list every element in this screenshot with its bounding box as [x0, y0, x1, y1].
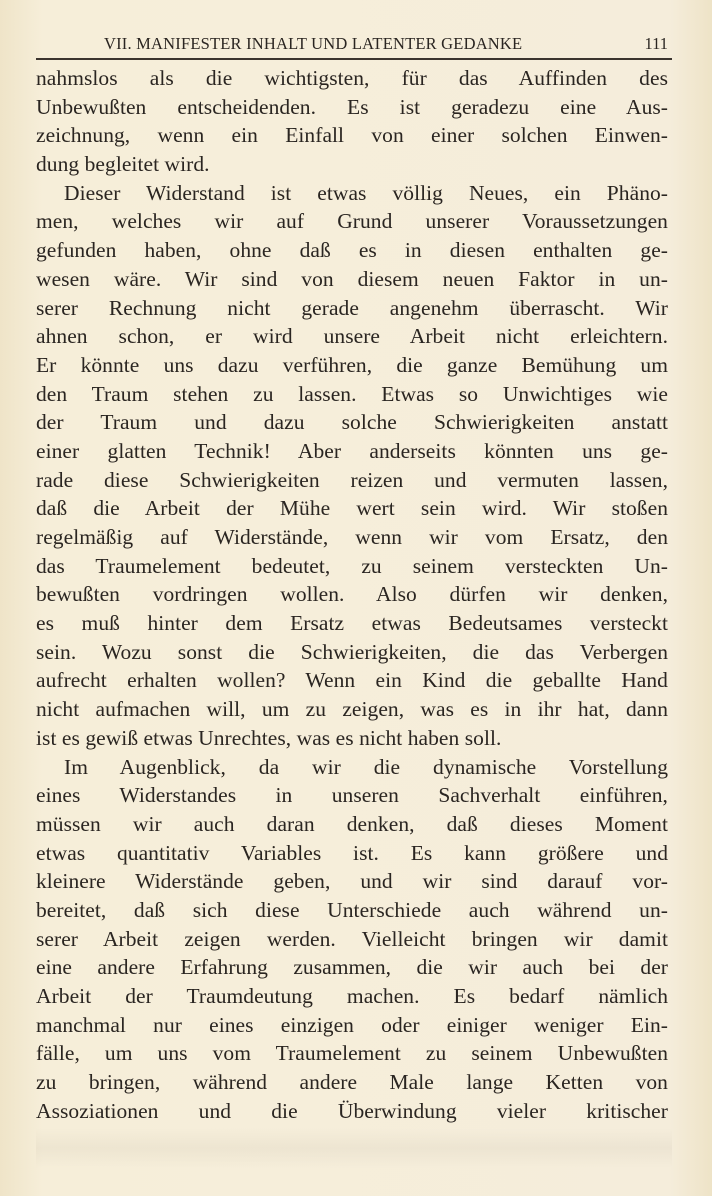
text-line: ahnen schon, er wird unsere Arbeit nicht erleichtern. — [36, 324, 668, 349]
text-line: es muß hinter dem Ersatz etwas Bedeutsames versteckt — [36, 611, 668, 636]
text-line: wesen wäre. Wir sind von diesem neuen Faktor in un- — [36, 266, 668, 291]
text-line: regelmäßig auf Widerstände, wenn wir vom Ersatz, den — [36, 525, 668, 549]
text-line: serer Arbeit zeigen werden. Vielleicht bringen wir damit — [36, 926, 668, 951]
text-line: bewußten vordringen wollen. Also dürfen wir denken, — [36, 582, 668, 607]
text-line: rade diese Schwierigkeiten reizen und vermuten lassen, — [36, 467, 668, 492]
text-line: Im Augenblick, da wir die dynamische Vorstellung — [64, 754, 668, 779]
text-line: kleinere Widerstände geben, und wir sind darauf vor- — [36, 869, 668, 894]
text-line: daß die Arbeit der Mühe wert sein wird. Wir stoßen — [36, 496, 668, 521]
text-line: einer glatten Technik! Aber anderseits könnten uns ge- — [36, 438, 668, 463]
running-header — [36, 34, 672, 60]
text-line: Arbeit der Traumdeutung machen. Es bedarf nämlich — [36, 984, 668, 1008]
text-line: fälle, um uns vom Traumelement zu seinem Unbewußten — [36, 1041, 668, 1066]
page-number: 111 — [644, 34, 668, 53]
text-line: aufrecht erhalten wollen? Wenn ein Kind die geballte Hand — [36, 668, 668, 693]
text-line: gefunden haben, ohne daß es in diesen enthalten ge- — [36, 238, 668, 263]
text-line: eine andere Erfahrung zusammen, die wir auch bei der — [36, 955, 668, 980]
text-line: nicht aufmachen will, um zu zeigen, was es in ihr hat, dann — [36, 697, 668, 722]
text-line: bereitet, daß sich diese Unterschiede auch während un- — [36, 897, 668, 922]
text-line: ist es gewiß etwas Unrechtes, was es nicht haben soll. — [36, 725, 502, 750]
body-text — [36, 64, 668, 1125]
text-line: dung begleitet wird. — [36, 152, 210, 177]
text-line: Unbewußten entscheidenden. Es ist geradezu eine Aus- — [36, 94, 668, 119]
text-line: müssen wir auch daran denken, daß dieses Moment — [36, 811, 668, 836]
text-line: serer Rechnung nicht gerade angenehm überrascht. Wir — [36, 295, 668, 320]
text-line: das Traumelement bedeutet, zu seinem versteckten Un- — [36, 553, 668, 578]
text-line: men, welches wir auf Grund unserer Voraussetzungen — [36, 209, 668, 234]
text-line: der Traum und dazu solche Schwierigkeiten anstatt — [36, 410, 668, 435]
bleed-through-shadow — [36, 1128, 672, 1168]
text-line: sein. Wozu sonst die Schwierigkeiten, die das Verbergen — [36, 639, 668, 664]
text-line: zeichnung, wenn ein Einfall von einer solchen Einwen- — [36, 123, 668, 148]
text-line: zu bringen, während andere Male lange Ketten von — [36, 1070, 668, 1095]
text-line: etwas quantitativ Variables ist. Es kann größere und — [36, 840, 668, 865]
text-line: nahmslos als die wichtigsten, für das Auffinden des — [36, 66, 668, 90]
text-line: manchmal nur eines einzigen oder einiger weniger Ein- — [36, 1012, 668, 1037]
text-line: Assoziationen und die Überwindung vieler kritischer — [36, 1098, 668, 1123]
text-line: eines Widerstandes in unseren Sachverhalt einführen, — [36, 783, 668, 808]
text-line: Dieser Widerstand ist etwas völlig Neues, ein Phäno- — [64, 180, 668, 205]
chapter-title: VII. MANIFESTER INHALT UND LATENTER GEDANKE — [104, 34, 523, 53]
text-line: den Traum stehen zu lassen. Etwas so Unwichtiges wie — [36, 381, 668, 406]
text-line: Er könnte uns dazu verführen, die ganze Bemühung um — [36, 352, 668, 377]
